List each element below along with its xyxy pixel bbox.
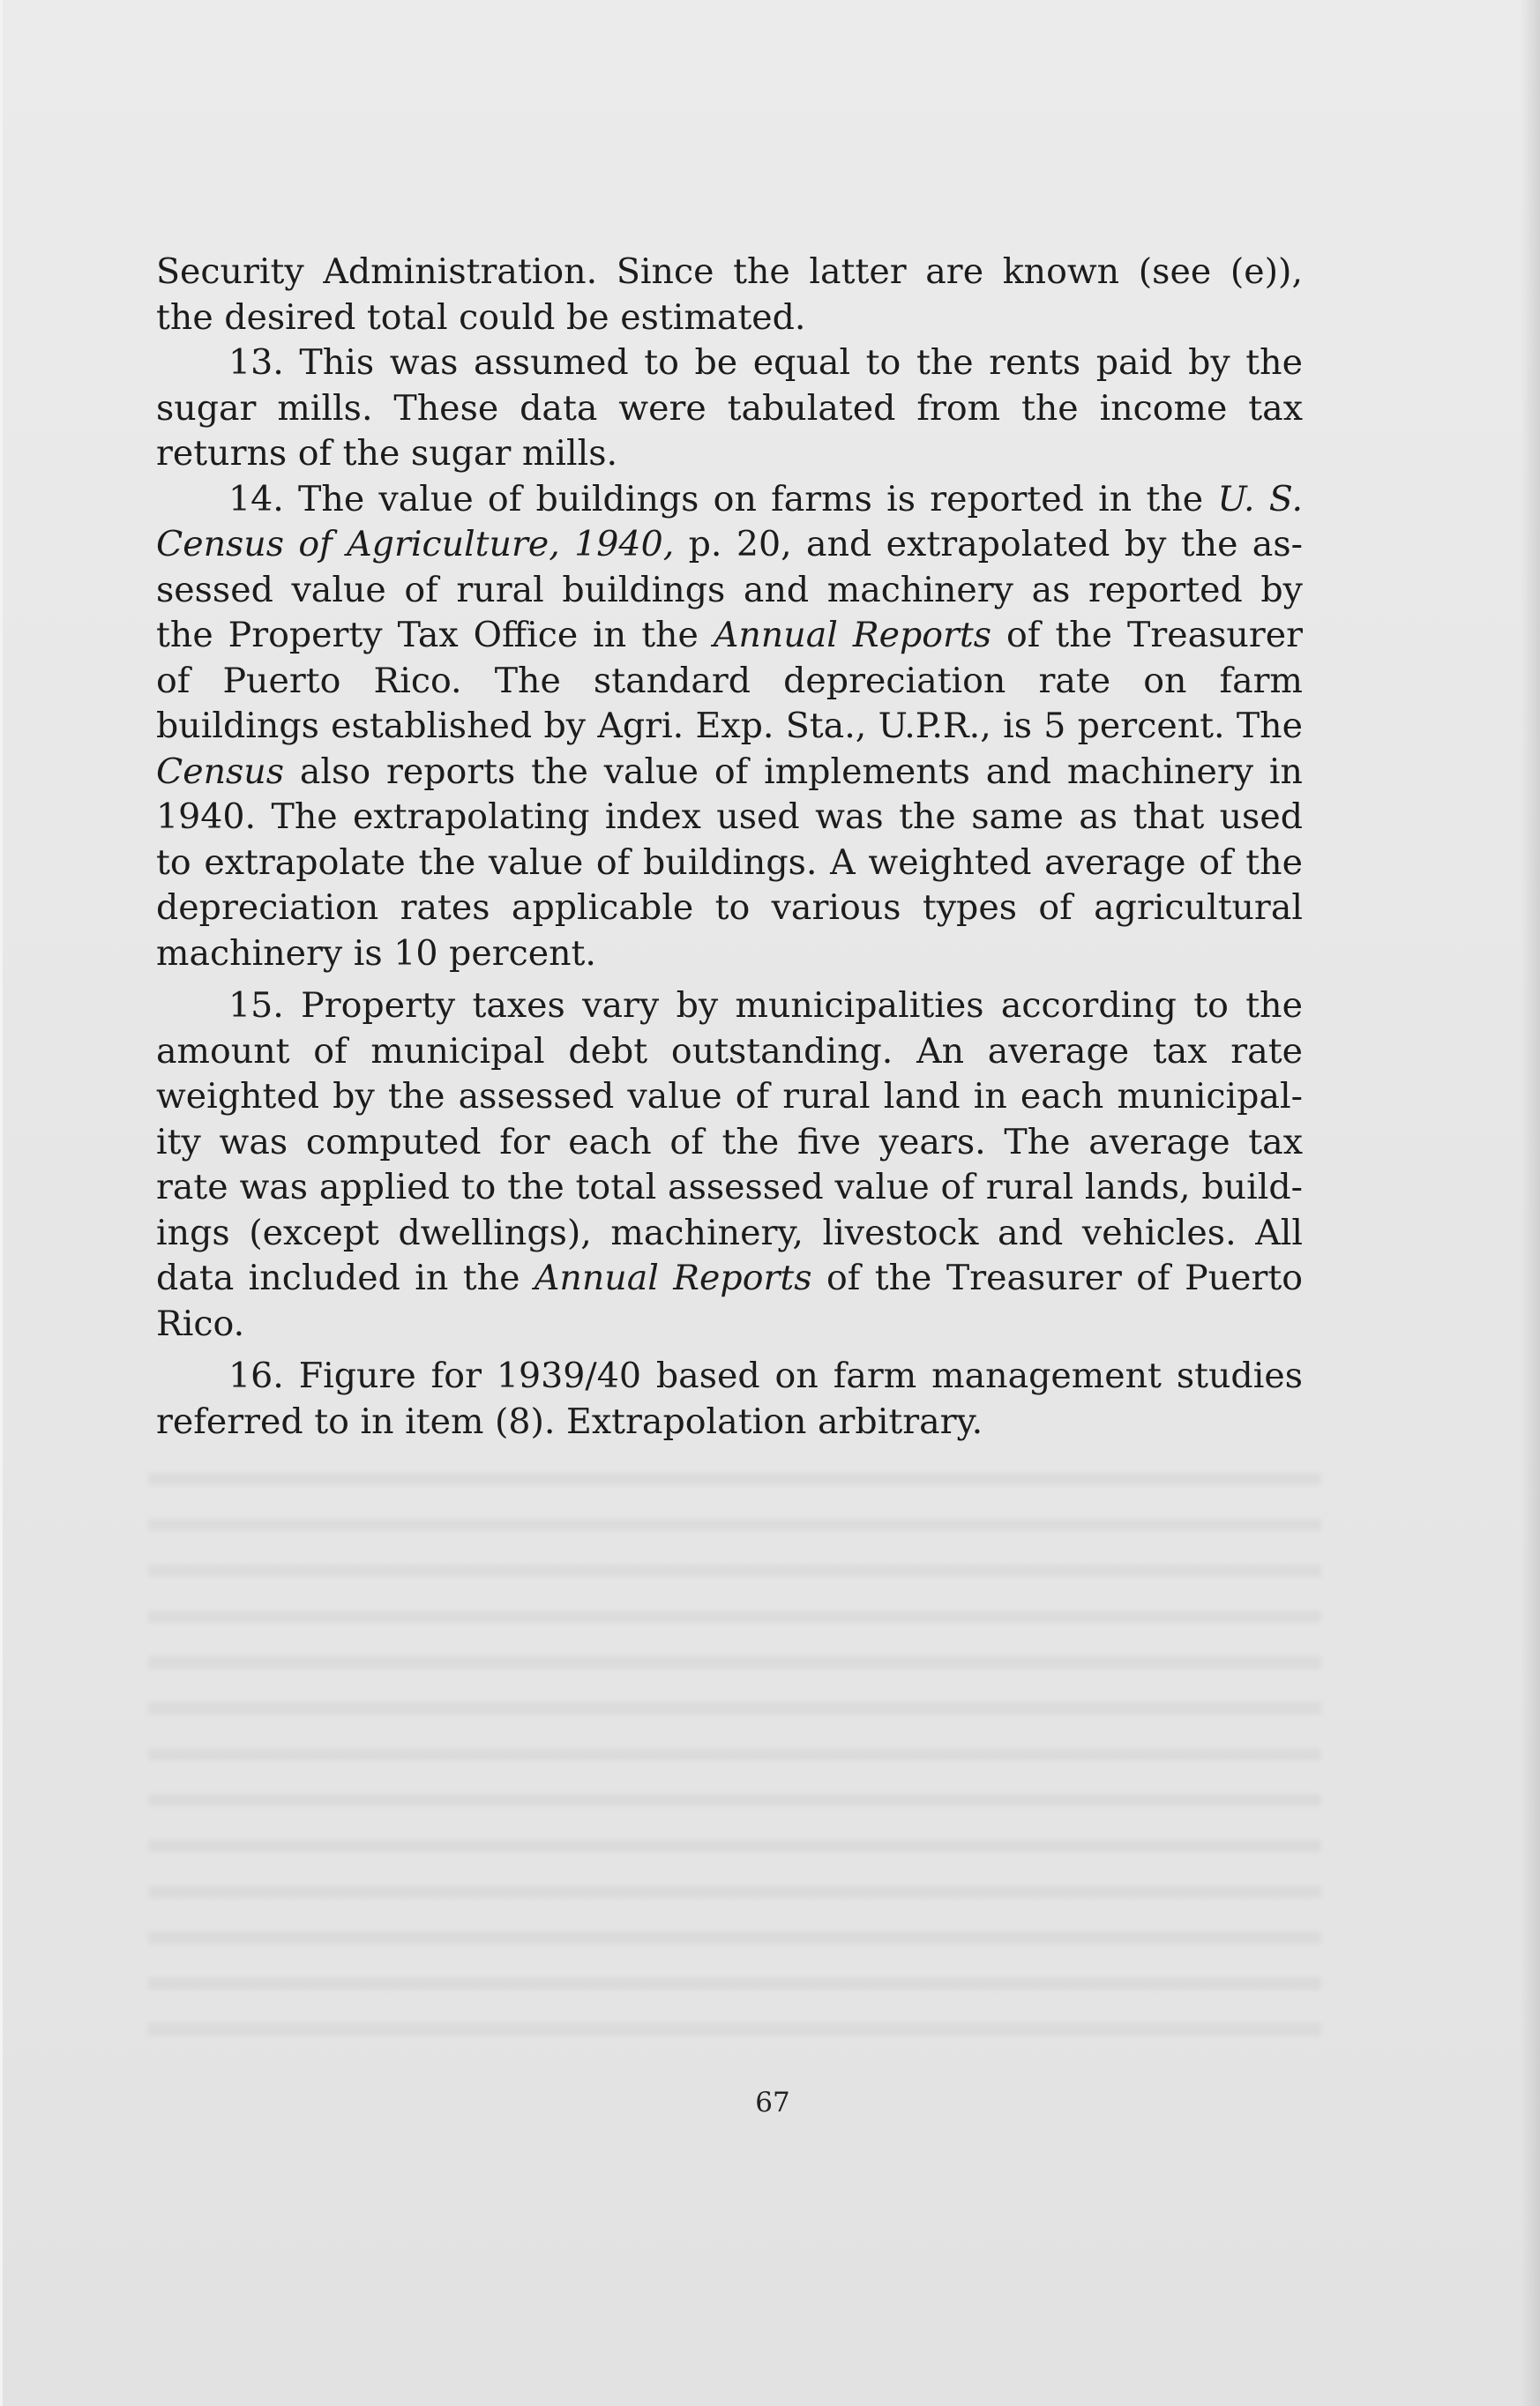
- annual-reports-citation-2: Annual Reports: [534, 1258, 812, 1298]
- paragraph-15-text-1: 15. Property taxes vary by municipalities according to the amount of municipal debt outstanding. An average tax rate weighted by the assessed value of rural land in each municipality was computed for each of the five years. The average tax rate was applied to the total assessed value of rural lands, buildings (except dwellings), machinery, livestock and vehicles. All data included in the: [156, 985, 1303, 1298]
- annual-reports-citation: Annual Reports: [713, 615, 992, 655]
- census-citation: U. S. Census of Agriculture, 1940,: [156, 478, 1304, 564]
- paragraph-14-text-1: 14. The value of buildings on farms is reported in the: [228, 478, 1218, 519]
- paragraph-14-text-3: of the Treasurer of Puerto Rico. The standard depreciation rate on farm buildings established by Agri. Exp. Sta., U.P.R., is 5 percent. The: [156, 615, 1304, 746]
- paragraph-14-text-2: p. 20, and extrapolated by the assessed value of rural buildings and machinery as reported by the Property Tax Office in the: [156, 524, 1303, 655]
- paragraph-12-continued: Security Administration. Since the latter are known (see (e)), the desired total could be estimated.: [156, 251, 1303, 338]
- show-through-texture: [148, 1446, 1321, 2064]
- page-number: 67: [755, 2087, 790, 2118]
- paragraph-14: [156, 477, 1303, 977]
- paragraph-16: 16. Figure for 1939/40 based on farm management studies referred to in item (8). Extrapolation arbitrary.: [156, 1356, 1303, 1442]
- paragraph-14-text-4: also reports the value of implements and machinery in 1940. The extrapolating index used was the same as that used to extrapolate the value of buildings. A weighted average of the depreciation rates applicable to various types of agricultural machinery is 10 percent.: [156, 751, 1303, 974]
- paragraph-13: 13. This was assumed to be equal to the rents paid by the sugar mills. These data were tabulated from the income tax returns of the sugar mills.: [156, 342, 1303, 474]
- paragraph-15-text-2: of the Treasurer of Puerto Rico.: [156, 1258, 1303, 1344]
- page-edge-shadow: [1521, 0, 1540, 2406]
- census-reference: Census: [156, 751, 285, 792]
- paragraph-15: [156, 983, 1303, 1347]
- body-text: [156, 250, 1303, 1445]
